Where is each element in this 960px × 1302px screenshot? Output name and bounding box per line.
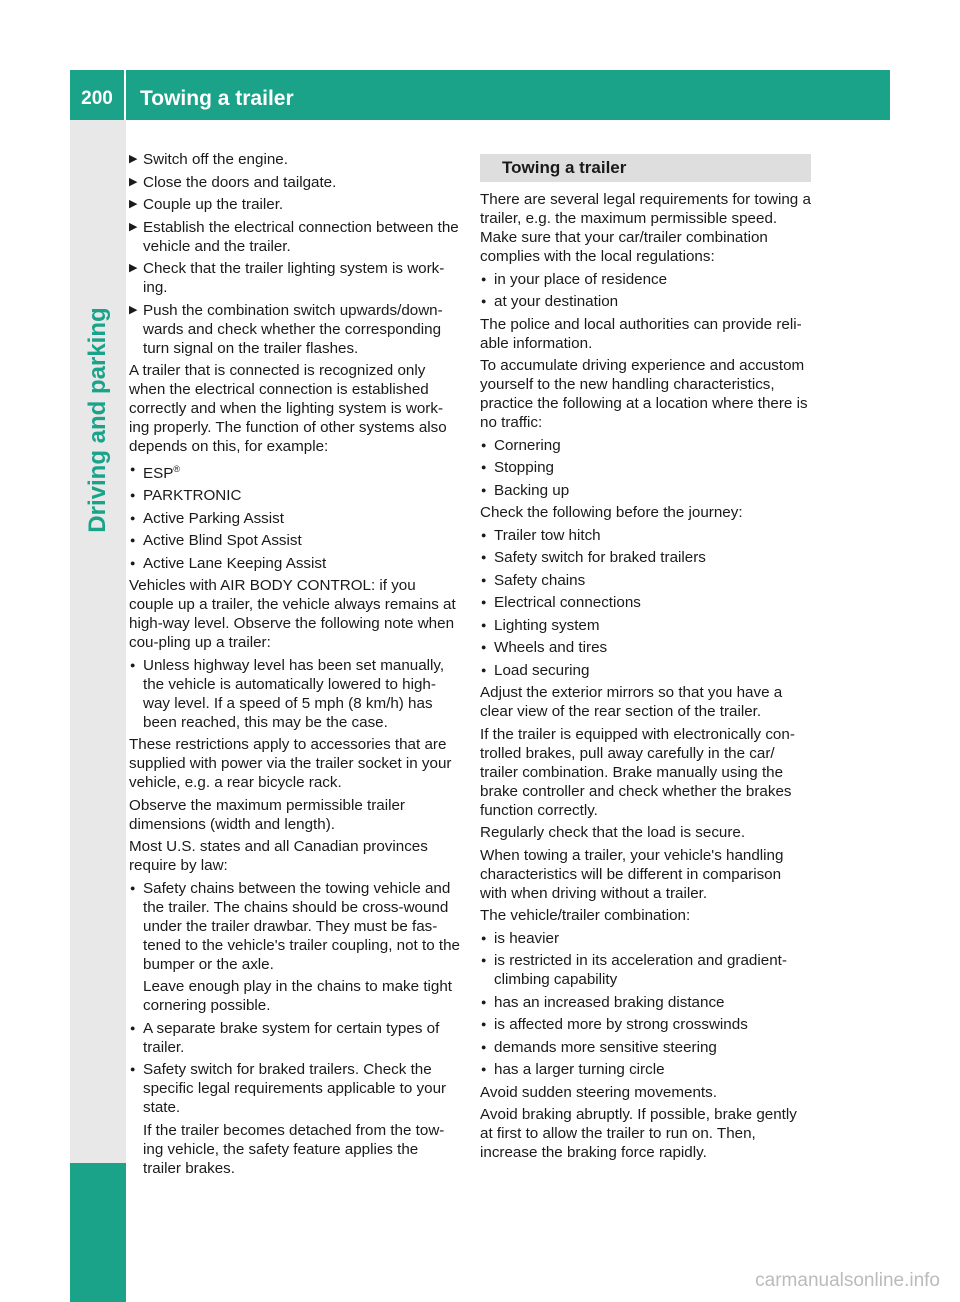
paragraph: The police and local authorities can provide reli-able information. bbox=[480, 315, 802, 352]
list-item: ● Load securing bbox=[480, 661, 811, 680]
paragraph: Regularly check that the load is secure. bbox=[480, 824, 746, 841]
list-item: ● is restricted in its acceleration and gradient-climbing capability bbox=[480, 951, 811, 989]
step-item: ▶ Establish the electrical connection between the vehicle and the trailer. bbox=[129, 218, 460, 256]
list-item: ● Active Lane Keeping Assist bbox=[129, 554, 460, 573]
list-item: ● has a larger turning circle bbox=[480, 1060, 811, 1079]
paragraph: Avoid braking abruptly. If possible, brake gently at first to allow the trailer to run on. Then, increase the braking force rapidly. bbox=[480, 1106, 797, 1161]
list-item: ● in your place of residence bbox=[480, 270, 811, 289]
registered-mark: ® bbox=[173, 463, 181, 474]
list-item: ● Trailer tow hitch bbox=[480, 526, 811, 545]
list-item: ● Active Blind Spot Assist bbox=[129, 531, 460, 550]
list-item: ● A separate brake system for certain types of trailer. bbox=[129, 1019, 460, 1057]
step-item: ▶ Couple up the trailer. bbox=[129, 195, 460, 214]
list-item: ● Cornering bbox=[480, 436, 811, 455]
step-item: ▶ Switch off the engine. bbox=[129, 150, 460, 169]
list-item: ● Backing up bbox=[480, 481, 811, 500]
step-item: ▶ Close the doors and tailgate. bbox=[129, 173, 460, 192]
section-title: Towing a trailer bbox=[480, 154, 811, 182]
side-tab bbox=[70, 120, 126, 1163]
paragraph: There are several legal requirements for towing a trailer, e.g. the maximum permissible speed. Make sure that your car/trailer combination complies with the local regulations: bbox=[480, 191, 811, 265]
paragraph: A trailer that is connected is recognized only when the electrical connection is established correctly and when the lighting system is work-ing properly. The function of other systems also depends on this, for example: bbox=[129, 362, 447, 455]
step-item: ▶ Push the combination switch upwards/down-wards and check whether the corresponding turn signal on the trailer flashes. bbox=[129, 301, 460, 358]
list-item: ● Unless highway level has been set manually, the vehicle is automatically lowered to high-way level. If a speed of 5 mph (8 km/h) has been reached, this may be the case. bbox=[129, 656, 460, 732]
page-header bbox=[70, 70, 890, 120]
list-item: ● Wheels and tires bbox=[480, 638, 811, 657]
list-item-text: ● Safety switch for braked trailers. Check the specific legal requirements applicable to your state. bbox=[143, 1061, 447, 1117]
list-item: ● is affected more by strong crosswinds bbox=[480, 1015, 811, 1034]
list-item: ● Lighting system bbox=[480, 616, 811, 635]
list-item: ● Stopping bbox=[480, 458, 811, 477]
list-item: ● Safety switch for braked trailers bbox=[480, 548, 811, 567]
list-item bbox=[129, 879, 460, 1016]
side-tab-block bbox=[70, 1163, 126, 1302]
list-item: ● Active Parking Assist bbox=[129, 509, 460, 528]
paragraph: Most U.S. states and all Canadian provinces require by law: bbox=[129, 838, 428, 875]
system-name: ESP bbox=[143, 464, 174, 482]
paragraph: Avoid sudden steering movements. bbox=[480, 1083, 717, 1101]
paragraph: If the trailer is equipped with electronically con-trolled brakes, pull away carefully in the car/ trailer combination. Brake manually using the brake controller and check whether the brakes function correctly. bbox=[480, 725, 795, 819]
list-item: ● at your destination bbox=[480, 292, 811, 311]
list-item: ● PARKTRONIC bbox=[129, 486, 460, 505]
list-item: ● has an increased braking distance bbox=[480, 993, 811, 1012]
step-item: ▶ Check that the trailer lighting system is work-ing. bbox=[129, 259, 460, 297]
paragraph: Vehicles with AIR BODY CONTROL: if you couple up a trailer, the vehicle always remains at high-way level. Observe the following note when cou-pling up a trailer: bbox=[129, 577, 456, 652]
paragraph: Check the following before the journey: bbox=[480, 504, 743, 521]
list-item-text: ● Safety chains between the towing vehicle and the trailer. The chains should be cross-wound under the trailer drawbar. They must be fas-tened to the vehicle's trailer coupling, not to the bumper or the axle. bbox=[143, 879, 460, 973]
paragraph: When towing a trailer, your vehicle's handling characteristics will be different in comparison with when driving without a trailer. bbox=[480, 846, 784, 902]
list-item bbox=[129, 460, 460, 483]
page-title: Towing a trailer bbox=[140, 87, 294, 110]
list-item-subtext: Leave enough play in the chains to make tight cornering possible. bbox=[143, 978, 453, 1015]
page-number: 200 bbox=[70, 70, 126, 120]
paragraph: Observe the maximum permissible trailer dimensions (width and length). bbox=[129, 796, 405, 833]
list-item: ● Electrical connections bbox=[480, 593, 811, 612]
list-item: ● is heavier bbox=[480, 929, 811, 948]
paragraph: The vehicle/trailer combination: bbox=[480, 907, 691, 924]
list-item: ● Safety chains bbox=[480, 571, 811, 590]
right-column bbox=[480, 150, 811, 1166]
left-column bbox=[129, 150, 460, 1181]
list-item-subtext: If the trailer becomes detached from the tow-ing vehicle, the safety feature applies the trailer brakes. bbox=[143, 1121, 445, 1177]
paragraph: Adjust the exterior mirrors so that you have a clear view of the rear section of the trailer. bbox=[480, 684, 783, 720]
watermark: carmanualsonline.info bbox=[755, 1270, 940, 1291]
list-item bbox=[129, 1060, 460, 1178]
paragraph: To accumulate driving experience and accustom yourself to the new handling characteristics, practice the following at a location where there is no traffic: bbox=[480, 357, 808, 431]
side-tab-label: Driving and parking bbox=[84, 307, 111, 533]
paragraph: These restrictions apply to accessories that are supplied with power via the trailer socket in your vehicle, e.g. a rear bicycle rack. bbox=[129, 736, 452, 792]
list-item: ● demands more sensitive steering bbox=[480, 1038, 811, 1057]
